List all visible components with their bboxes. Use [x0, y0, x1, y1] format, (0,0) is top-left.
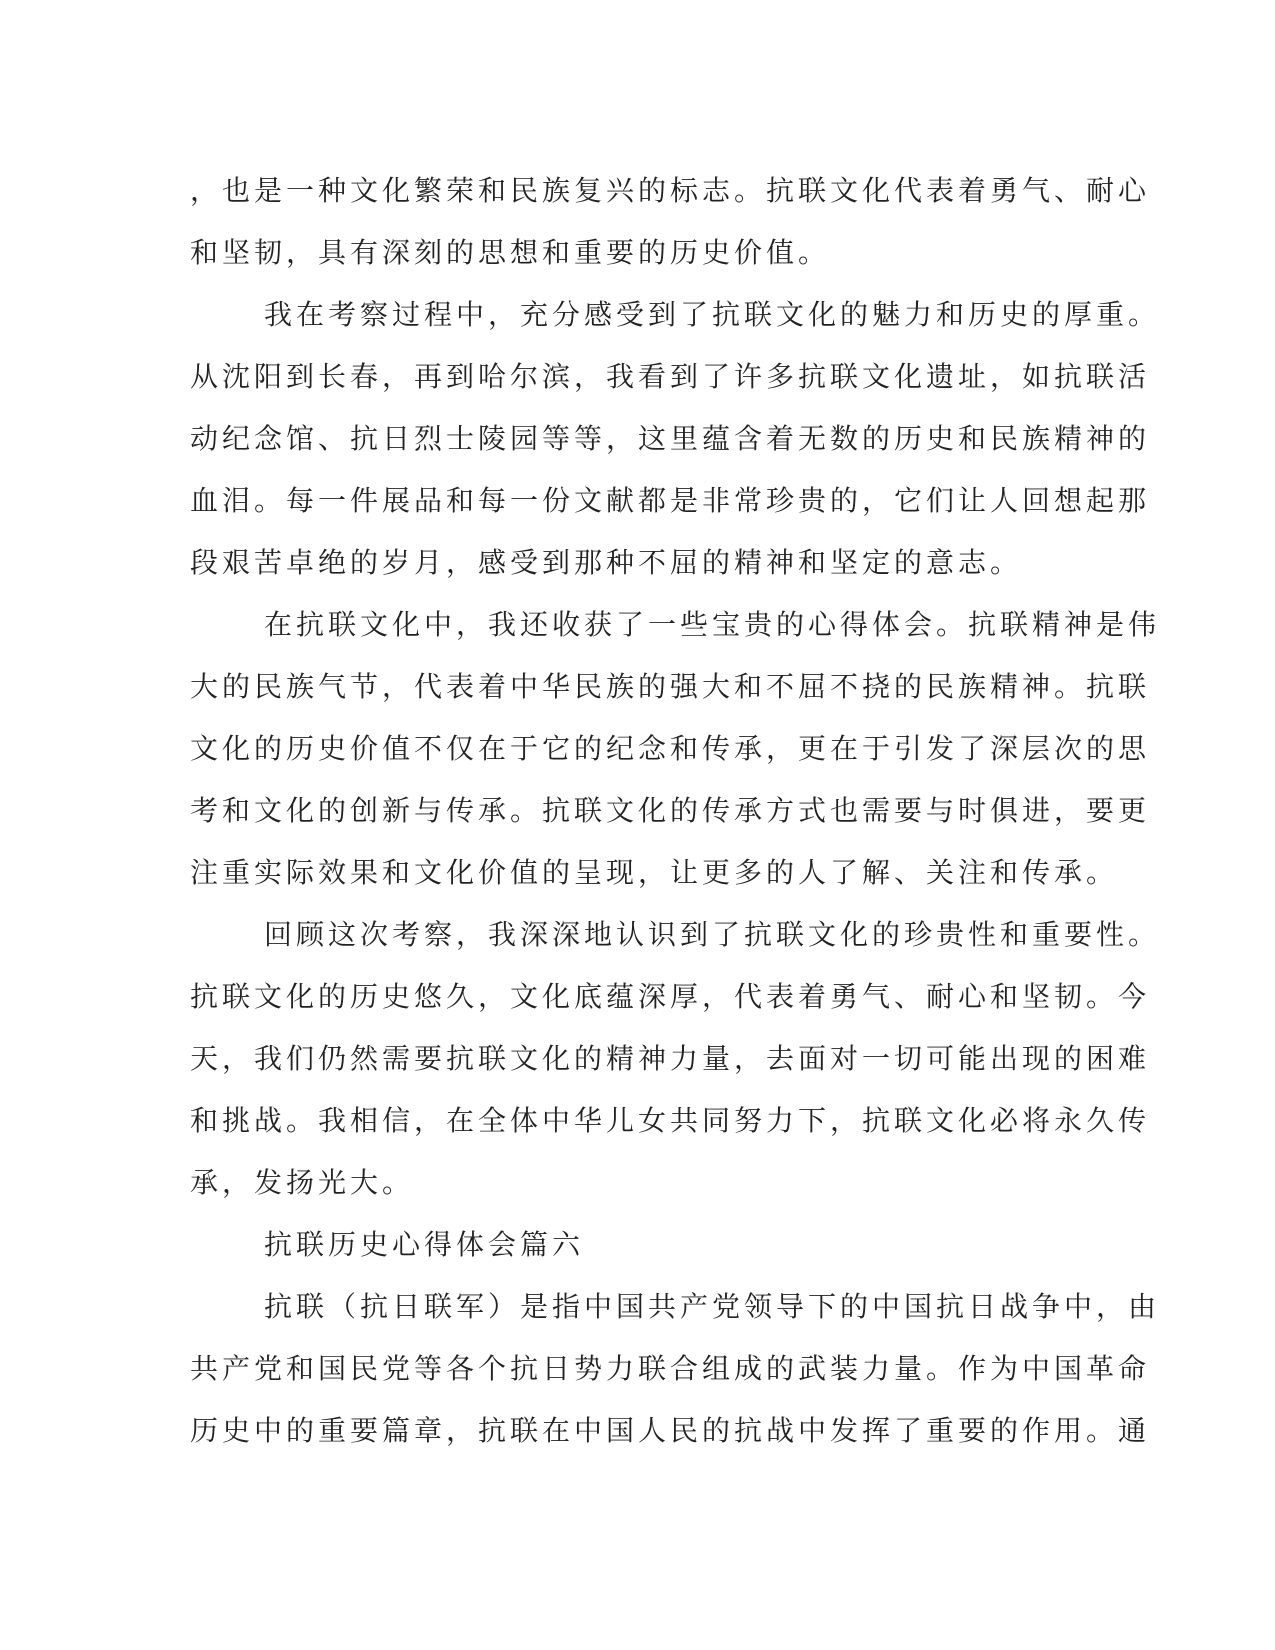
- text-line: 和挑战。我相信，在全体中华儿女共同努力下，抗联文化必将永久传: [190, 1104, 1151, 1137]
- text-line: 我在考察过程中，充分感受到了抗联文化的魅力和历史的厚重。: [264, 298, 1161, 331]
- text-line: 从沈阳到长春，再到哈尔滨，我看到了许多抗联文化遗址，如抗联活: [190, 360, 1151, 393]
- text-line: 注重实际效果和文化价值的呈现，让更多的人了解、关注和传承。: [190, 856, 1119, 889]
- text-line: 文化的历史价值不仅在于它的纪念和传承，更在于引发了深层次的思: [190, 732, 1151, 765]
- text-line: 天，我们仍然需要抗联文化的精神力量，去面对一切可能出现的困难: [190, 1042, 1151, 1075]
- text-line: 共产党和国民党等各个抗日势力联合组成的武装力量。作为中国革命: [190, 1352, 1151, 1385]
- text-line: 历史中的重要篇章，抗联在中国人民的抗战中发挥了重要的作用。通: [190, 1414, 1151, 1447]
- text-line: 抗联文化的历史悠久，文化底蕴深厚，代表着勇气、耐心和坚韧。今: [190, 980, 1151, 1013]
- text-line: 段艰苦卓绝的岁月，感受到那种不屈的精神和坚定的意志。: [190, 546, 1023, 579]
- text-line: 动纪念馆、抗日烈士陵园等等，这里蕴含着无数的历史和民族精神的: [190, 422, 1151, 455]
- text-line: 考和文化的创新与传承。抗联文化的传承方式也需要与时俱进，要更: [190, 794, 1151, 827]
- text-line: ，也是一种文化繁荣和民族复兴的标志。抗联文化代表着勇气、耐心: [190, 174, 1151, 207]
- text-line: 血泪。每一件展品和每一份文献都是非常珍贵的，它们让人回想起那: [190, 484, 1151, 517]
- text-line: 和坚韧，具有深刻的思想和重要的历史价值。: [190, 236, 831, 269]
- text-line: 大的民族气节，代表着中华民族的强大和不屈不挠的民族精神。抗联: [190, 670, 1151, 703]
- section-heading: 抗联历史心得体会篇六: [264, 1228, 585, 1261]
- document-body: [190, 160, 1161, 1462]
- text-line: 在抗联文化中，我还收获了一些宝贵的心得体会。抗联精神是伟: [264, 608, 1161, 641]
- text-line: 承，发扬光大。: [190, 1166, 415, 1199]
- text-line: 抗联（抗日联军）是指中国共产党领导下的中国抗日战争中，由: [264, 1290, 1161, 1323]
- text-line: 回顾这次考察，我深深地认识到了抗联文化的珍贵性和重要性。: [264, 918, 1161, 951]
